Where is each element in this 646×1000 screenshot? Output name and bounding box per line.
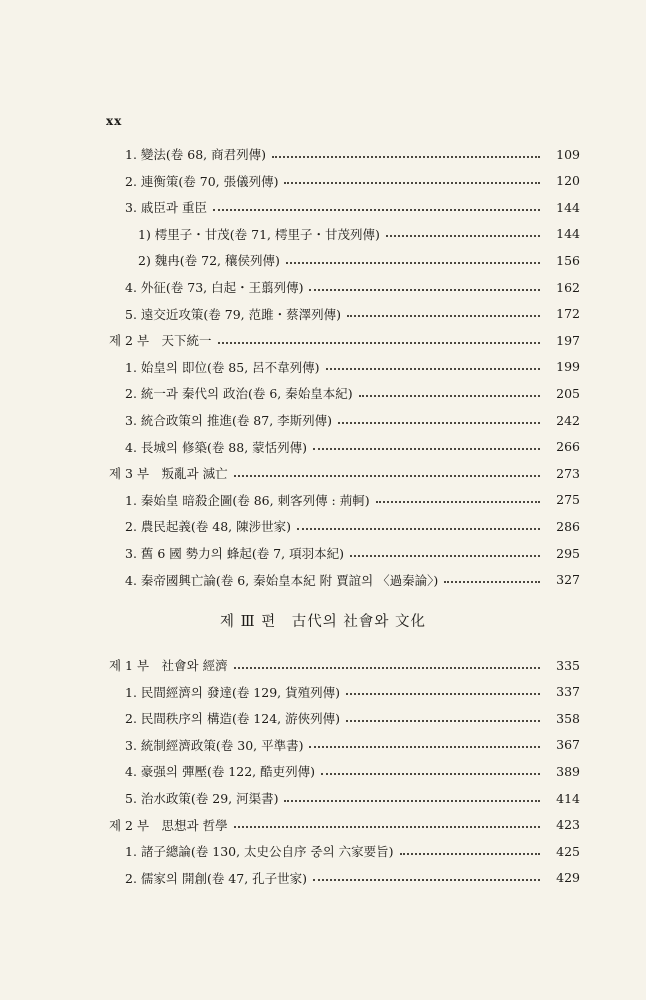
toc-entry-title: 3. 戚臣과 重臣: [125, 200, 207, 216]
dot-leader: [338, 421, 540, 424]
dot-leader: [313, 447, 540, 450]
toc-entry: [0, 489, 646, 511]
toc-entry-title: 제 2 부 天下統一: [109, 333, 212, 349]
toc-entry: [0, 436, 646, 458]
toc-entry-title: 4. 豪强의 彈壓(卷 122, 酷吏列傳): [125, 764, 315, 780]
toc-entry: [0, 569, 646, 591]
dot-leader: [350, 554, 540, 557]
toc-entry: [0, 681, 646, 703]
dot-leader: [386, 234, 540, 237]
toc-part-entry: [0, 329, 646, 351]
toc-entry-title: 2) 魏冉(卷 72, 穰侯列傳): [138, 253, 280, 269]
dot-leader: [284, 799, 540, 802]
toc-page-number: 414: [556, 790, 580, 806]
toc-entry: [0, 409, 646, 431]
toc-entry: [0, 303, 646, 325]
toc-page-number: 242: [556, 412, 580, 428]
toc-page-number: 144: [556, 199, 580, 215]
toc-entry: [0, 196, 646, 218]
toc-entry-title: 4. 長城의 修築(卷 88, 蒙恬列傳): [125, 439, 308, 455]
toc-page-number: 429: [556, 870, 580, 886]
toc-entry: [0, 382, 646, 404]
toc-page-number: 197: [556, 332, 580, 348]
toc-page-number: 286: [556, 518, 580, 534]
toc-entry-title: 제 1 부 社會와 經濟: [109, 658, 228, 673]
dot-leader: [213, 208, 540, 211]
dot-leader: [297, 527, 540, 530]
toc-page-number: 266: [556, 439, 580, 455]
toc-entry: [0, 276, 646, 298]
page-folio: xx: [106, 114, 123, 128]
toc-entry-title: 제 3 부 叛亂과 滅亡: [109, 466, 228, 482]
dot-leader: [346, 692, 540, 695]
toc-page-number: 144: [556, 226, 580, 242]
toc-entry-title: 5. 治水政策(卷 29, 河渠書): [125, 791, 279, 806]
toc-entry-title: 4. 外征(卷 73, 白起・王翦列傳): [125, 280, 304, 295]
toc-entry-title: 3. 統制經濟政策(卷 30, 平準書): [125, 737, 304, 753]
toc-entry-title: 2. 統一과 秦代의 政治(卷 6, 秦始皇本紀): [125, 386, 353, 402]
toc-page-number: 389: [556, 763, 580, 779]
toc-entry-title: 4. 秦帝國興亡論(卷 6, 秦始皇本紀 附 賈誼의 〈過秦論〉): [125, 572, 439, 588]
toc-page-number: 109: [556, 146, 580, 162]
toc-entry-title: 1. 變法(卷 68, 商君列傳): [125, 147, 266, 162]
toc-entry: [0, 787, 646, 809]
toc-entry: [0, 760, 646, 782]
dot-leader: [284, 181, 540, 184]
toc-entry: [0, 734, 646, 756]
dot-leader: [234, 825, 540, 828]
toc-entry-title: 2. 農民起義(卷 48, 陳涉世家): [125, 519, 291, 535]
toc-page-number: 120: [556, 173, 580, 189]
toc-entry: [0, 867, 646, 889]
toc-entry-title: 제 2 부 思想과 哲學: [109, 817, 228, 833]
toc-entry-title: 1. 民間經濟의 發達(卷 129, 貨殖列傳): [125, 684, 340, 700]
toc-page-number: 358: [556, 710, 580, 726]
toc-page-number: 199: [556, 359, 580, 375]
toc-page-number: 205: [556, 385, 580, 401]
toc-entry-title: 2. 儒家의 開創(卷 47, 孔子世家): [125, 870, 308, 886]
toc-entry-title: 1. 始皇의 即位(卷 85, 呂不韋列傳): [125, 359, 320, 375]
dot-leader: [234, 666, 540, 669]
toc-entry-title: 5. 遠交近攻策(卷 79, 范雎・蔡澤列傳): [125, 306, 341, 322]
toc-page-number: 367: [556, 737, 580, 753]
dot-leader: [313, 878, 540, 881]
toc-entry: [0, 170, 646, 192]
dot-leader: [309, 288, 540, 291]
toc-page-number: 327: [556, 572, 580, 588]
toc-entry: [0, 542, 646, 564]
toc-page-number: 335: [556, 657, 580, 673]
toc-entry: [0, 143, 646, 165]
toc-page-number: 162: [556, 279, 580, 295]
toc-entry: [0, 707, 646, 729]
toc-entry: [0, 223, 646, 245]
toc-entry-title: 1) 樗里子・甘茂(卷 71, 樗里子・甘茂列傳): [138, 226, 380, 242]
dot-leader: [400, 852, 540, 855]
toc-entry: [0, 515, 646, 537]
dot-leader: [376, 500, 540, 503]
toc-page-number: 275: [556, 492, 580, 508]
toc-entry-title: 2. 連衡策(卷 70, 張儀列傳): [125, 173, 279, 189]
toc-entry-title: 3. 統合政策의 推進(卷 87, 李斯列傳): [125, 413, 333, 428]
dot-leader: [359, 394, 540, 397]
toc-page-number: 156: [556, 252, 580, 268]
dot-leader: [326, 367, 540, 370]
toc-page-number: 273: [556, 465, 580, 481]
dot-leader: [309, 745, 540, 748]
toc-entry-title: 1. 諸子總論(卷 130, 太史公自序 중의 六家要旨): [125, 844, 394, 860]
toc-entry-title: 2. 民間秩序의 構造(卷 124, 游俠列傳): [125, 711, 340, 727]
dot-leader: [444, 580, 540, 583]
toc-entry-title: 3. 舊 6 國 勢力의 蜂起(卷 7, 項羽本紀): [125, 546, 344, 561]
section-heading: 제 Ⅲ 편 古代의 社會와 文化: [220, 614, 426, 630]
dot-leader: [346, 719, 540, 722]
dot-leader: [286, 261, 540, 264]
dot-leader: [321, 772, 540, 775]
dot-leader: [272, 155, 540, 158]
toc-part-entry: [0, 654, 646, 676]
toc-entry-title: 1. 秦始皇 暗殺企圖(卷 86, 刺客列傳 : 荊軻): [125, 492, 370, 508]
toc-page-number: 425: [556, 843, 580, 859]
toc-entry: [0, 840, 646, 862]
toc-page-number: 295: [556, 545, 580, 561]
dot-leader: [218, 341, 540, 344]
toc-entry: [0, 249, 646, 271]
dot-leader: [234, 474, 540, 477]
toc-page-number: 337: [556, 684, 580, 700]
toc-entry: [0, 356, 646, 378]
toc-part-entry: [0, 814, 646, 836]
dot-leader: [347, 314, 540, 317]
toc-page-number: 423: [556, 817, 580, 833]
toc-page-number: 172: [556, 306, 580, 322]
toc-part-entry: [0, 462, 646, 484]
